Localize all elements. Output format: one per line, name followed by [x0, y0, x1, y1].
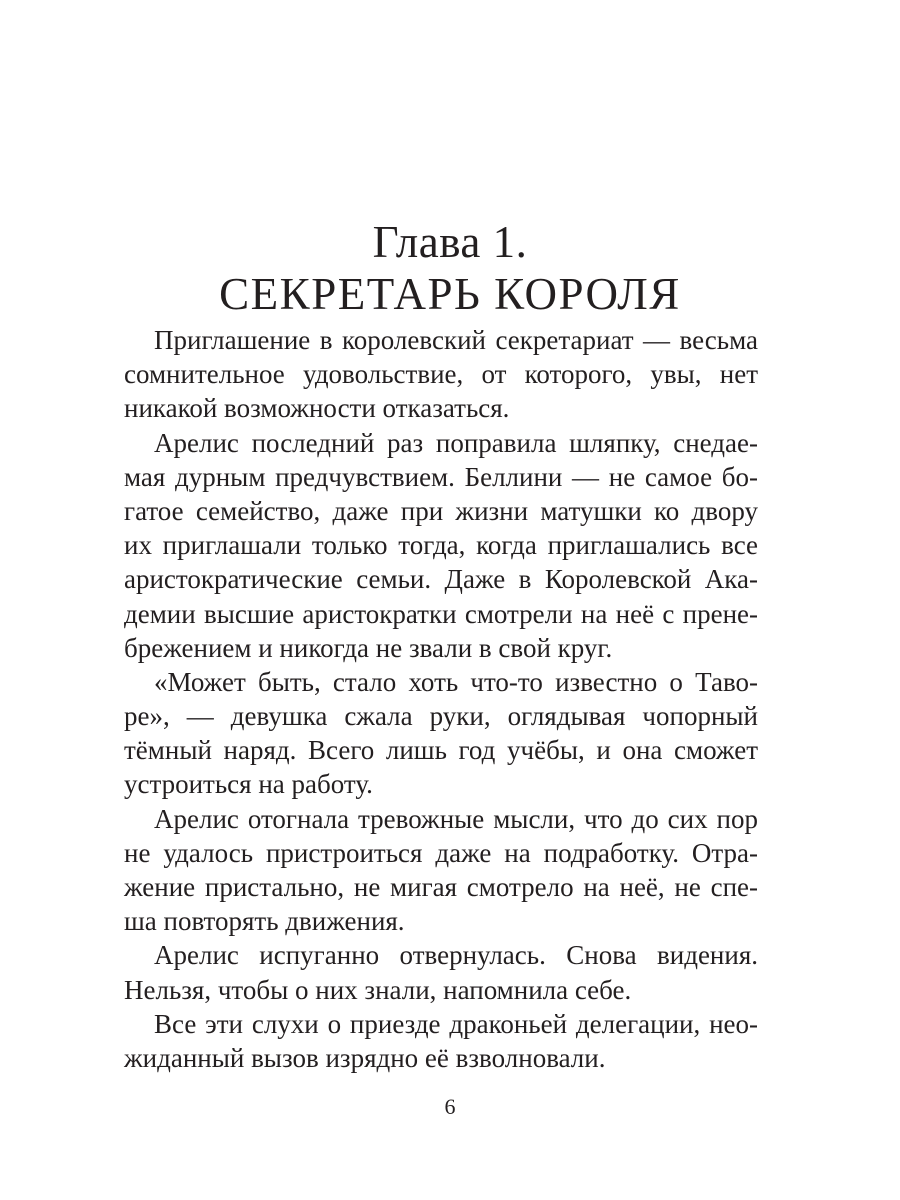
body-text — [124, 323, 758, 1075]
paragraph — [124, 938, 758, 1006]
text-line: сомнительное удовольствие, от которого, увы, нет — [124, 359, 758, 390]
text-line: жение пристально, не мигая смотрело на неё, не спе- — [124, 872, 758, 902]
text-line: гатое семейство, даже при жизни матушки ко двору — [124, 495, 758, 526]
text-line: Приглашение в королевский секретариат — весьма — [154, 325, 758, 355]
text-line: Нельзя, чтобы о них знали, напомнила себе. — [124, 974, 632, 1005]
text-line: Арелис испуганно отвернулась. Снова видения. — [154, 940, 758, 971]
text-line: мая дурным предчувствием. Беллини — не самое бо- — [124, 461, 758, 492]
paragraph — [124, 802, 758, 939]
chapter-title: СЕКРЕТАРЬ КОРОЛЯ — [219, 269, 681, 319]
text-line: Арелис отогнала тревожные мысли, что до сих пор — [154, 803, 758, 834]
text-line: тёмный наряд. Всего лишь год учёбы, и она сможет — [124, 735, 758, 766]
text-line: брежением и никогда не звали в свой круг. — [124, 632, 613, 663]
paragraph — [124, 665, 758, 802]
paragraph — [124, 1007, 758, 1075]
text-line: Арелис последний раз поправила шляпку, снедае- — [154, 427, 758, 458]
text-line: их приглашали только тогда, когда приглашались все — [124, 530, 758, 561]
chapter-heading — [0, 216, 900, 320]
text-line: ре», — девушка сжала руки, оглядывая чопорный — [124, 701, 758, 732]
text-line: ша повторять движения. — [124, 906, 405, 937]
text-line: аристократические семьи. Даже в Королевской Ака- — [124, 564, 758, 595]
chapter-number: Глава 1. — [372, 217, 528, 267]
text-line: не удалось пристроиться даже на подработку. Отра- — [124, 837, 758, 868]
text-line: никакой возможности отказаться. — [124, 393, 510, 424]
text-line: «Может быть, стало хоть что-то известно о Таво- — [154, 666, 758, 697]
text-line: демии высшие аристократки смотрели на неё с пренe- — [124, 598, 758, 629]
text-line: жиданный вызов изрядно её взволновали. — [124, 1042, 606, 1073]
paragraph — [124, 323, 758, 426]
page-number: 6 — [444, 1094, 456, 1119]
text-line: Все эти слухи о приезде драконьей делегации, нео- — [154, 1008, 758, 1039]
text-line: устроиться на работу. — [124, 769, 373, 800]
paragraph — [124, 426, 758, 665]
